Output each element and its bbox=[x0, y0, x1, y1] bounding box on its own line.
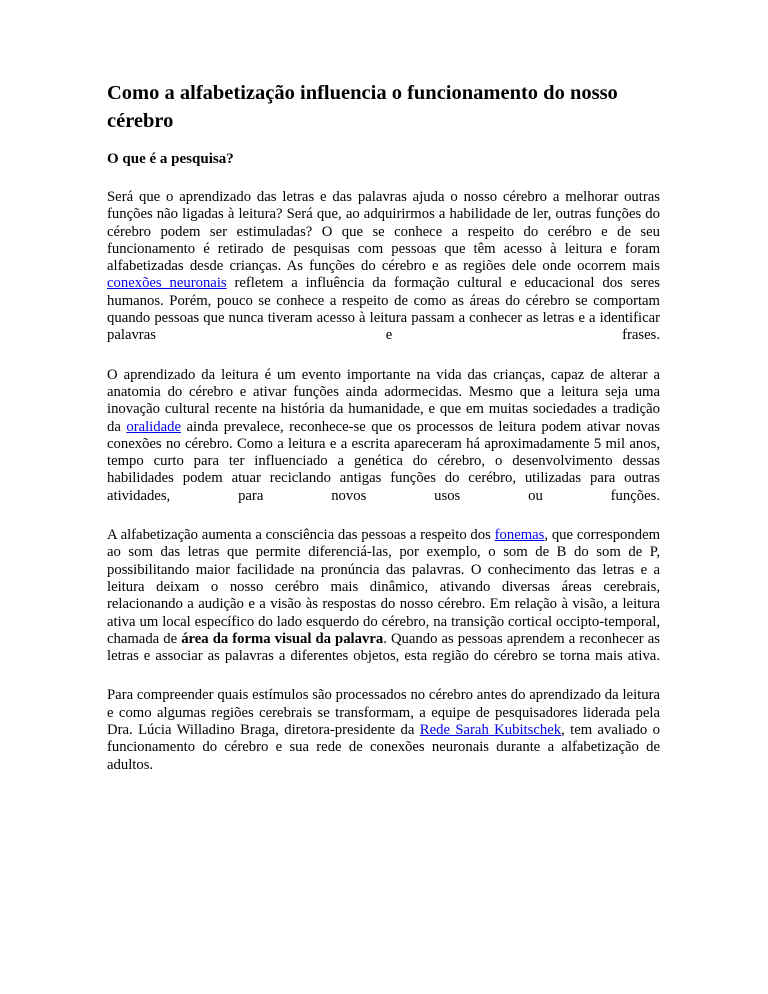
paragraph-2-text: O aprendizado da leitura é um evento importante na vida das crianças, capaz de alterar a anatomia do cérebro e ativar funções ainda adormecidas. Mesmo que a leitura seja uma inovação cultural recente na história da humanidade, e que em muitas sociedades a tradição da bbox=[107, 366, 660, 435]
link-rede-sarah-kubitschek[interactable]: Rede Sarah Kubitschek bbox=[419, 722, 562, 739]
paragraph-4-text: , tem avaliado o funcionamento do cérebro e sua rede de conexões neuronais durante a alfabetização de adultos. bbox=[107, 722, 660, 773]
paragraph-3-text: . Quando as pessoas aprendem a reconhecer as letras e associar as palavras a diferentes objetos, esta região do cérebro se torna mais ativa. bbox=[107, 630, 660, 665]
page-title: Como a alfabetização influencia o funcionamento do nosso cérebro bbox=[107, 82, 618, 132]
paragraph-3-text: , que correspondem ao som das letras que permite diferenciá-las, por exemplo, o som de B do som de P, possibilitando maior facilidade na pronúncia das palavras. O conhecimento das letras e a leitura deixam o nosso cerébro mais dinâmico, ativando diversas áreas cerebrais, relacionando a audição e a visão às respostas do nosso cérebro. Em relação à visão, a leitura ativa um local específico do lado esquerdo do cérebro, na transição cortical occipto-temporal, chamada de bbox=[107, 527, 661, 647]
link-oralidade[interactable]: oralidade bbox=[126, 418, 181, 435]
paragraph-3 bbox=[107, 527, 660, 665]
paragraph-4-text: Para compreender quais estímulos são processados no cérebro antes do aprendizado da leitura e como algumas regiões cerebrais se transformam, a equipe de pesquisadores liderada pela Dra. Lúcia Willadino Braga, diretora-presidente da bbox=[107, 687, 660, 739]
paragraph-2-text: ainda prevalece, reconhece-se que os processos de leitura podem ativar novas conexões no cérebro. Como a leitura e a escrita apareceram há aproximadamente 5 mil anos, tempo curto para ter influenciado a genética do cérebro, o desenvolvimento dessas habilidades podem atuar reciclando antigas funções do cerébro, utilizadas para outras atividades, para novos usos ou funções. bbox=[107, 418, 660, 504]
bold-area-forma-visual: área da forma visual da palavra bbox=[181, 630, 384, 647]
paragraph-3-text: A alfabetização aumenta a consciência das pessoas a respeito dos bbox=[107, 527, 495, 544]
paragraph-1-text: refletem a influência da formação cultural e educacional dos seres humanos. Porém, pouco se conhece a respeito de como as áreas do cérebro se comportam quando pessoas que nunca tiveram acesso à leitura passam a conhecer as letras e a identificar palavras e frases. bbox=[107, 275, 660, 344]
paragraph-1-text: Será que o aprendizado das letras e das palavras ajuda o nosso cérebro a melhorar outras funções não ligadas à leitura? Será que, ao adquirirmos a habilidade de ler, outras funções do cérebro podem ser estimuladas? O que se conhece a respeito do cerébro e de seu funcionamento é retirado de pesquisas com pessoas que têm acesso à leitura e foram alfabetizadas desde crianças. As funções do cérebro e as regiões dele onde ocorrem mais bbox=[107, 189, 660, 275]
link-fonemas[interactable]: fonemas bbox=[494, 527, 545, 544]
paragraph-1 bbox=[107, 189, 660, 345]
paragraph-2 bbox=[107, 367, 660, 505]
paragraph-4 bbox=[107, 687, 660, 773]
link-conexoes-neuronais[interactable]: conexões neuronais bbox=[107, 275, 227, 292]
section-heading: O que é a pesquisa? bbox=[107, 151, 234, 167]
